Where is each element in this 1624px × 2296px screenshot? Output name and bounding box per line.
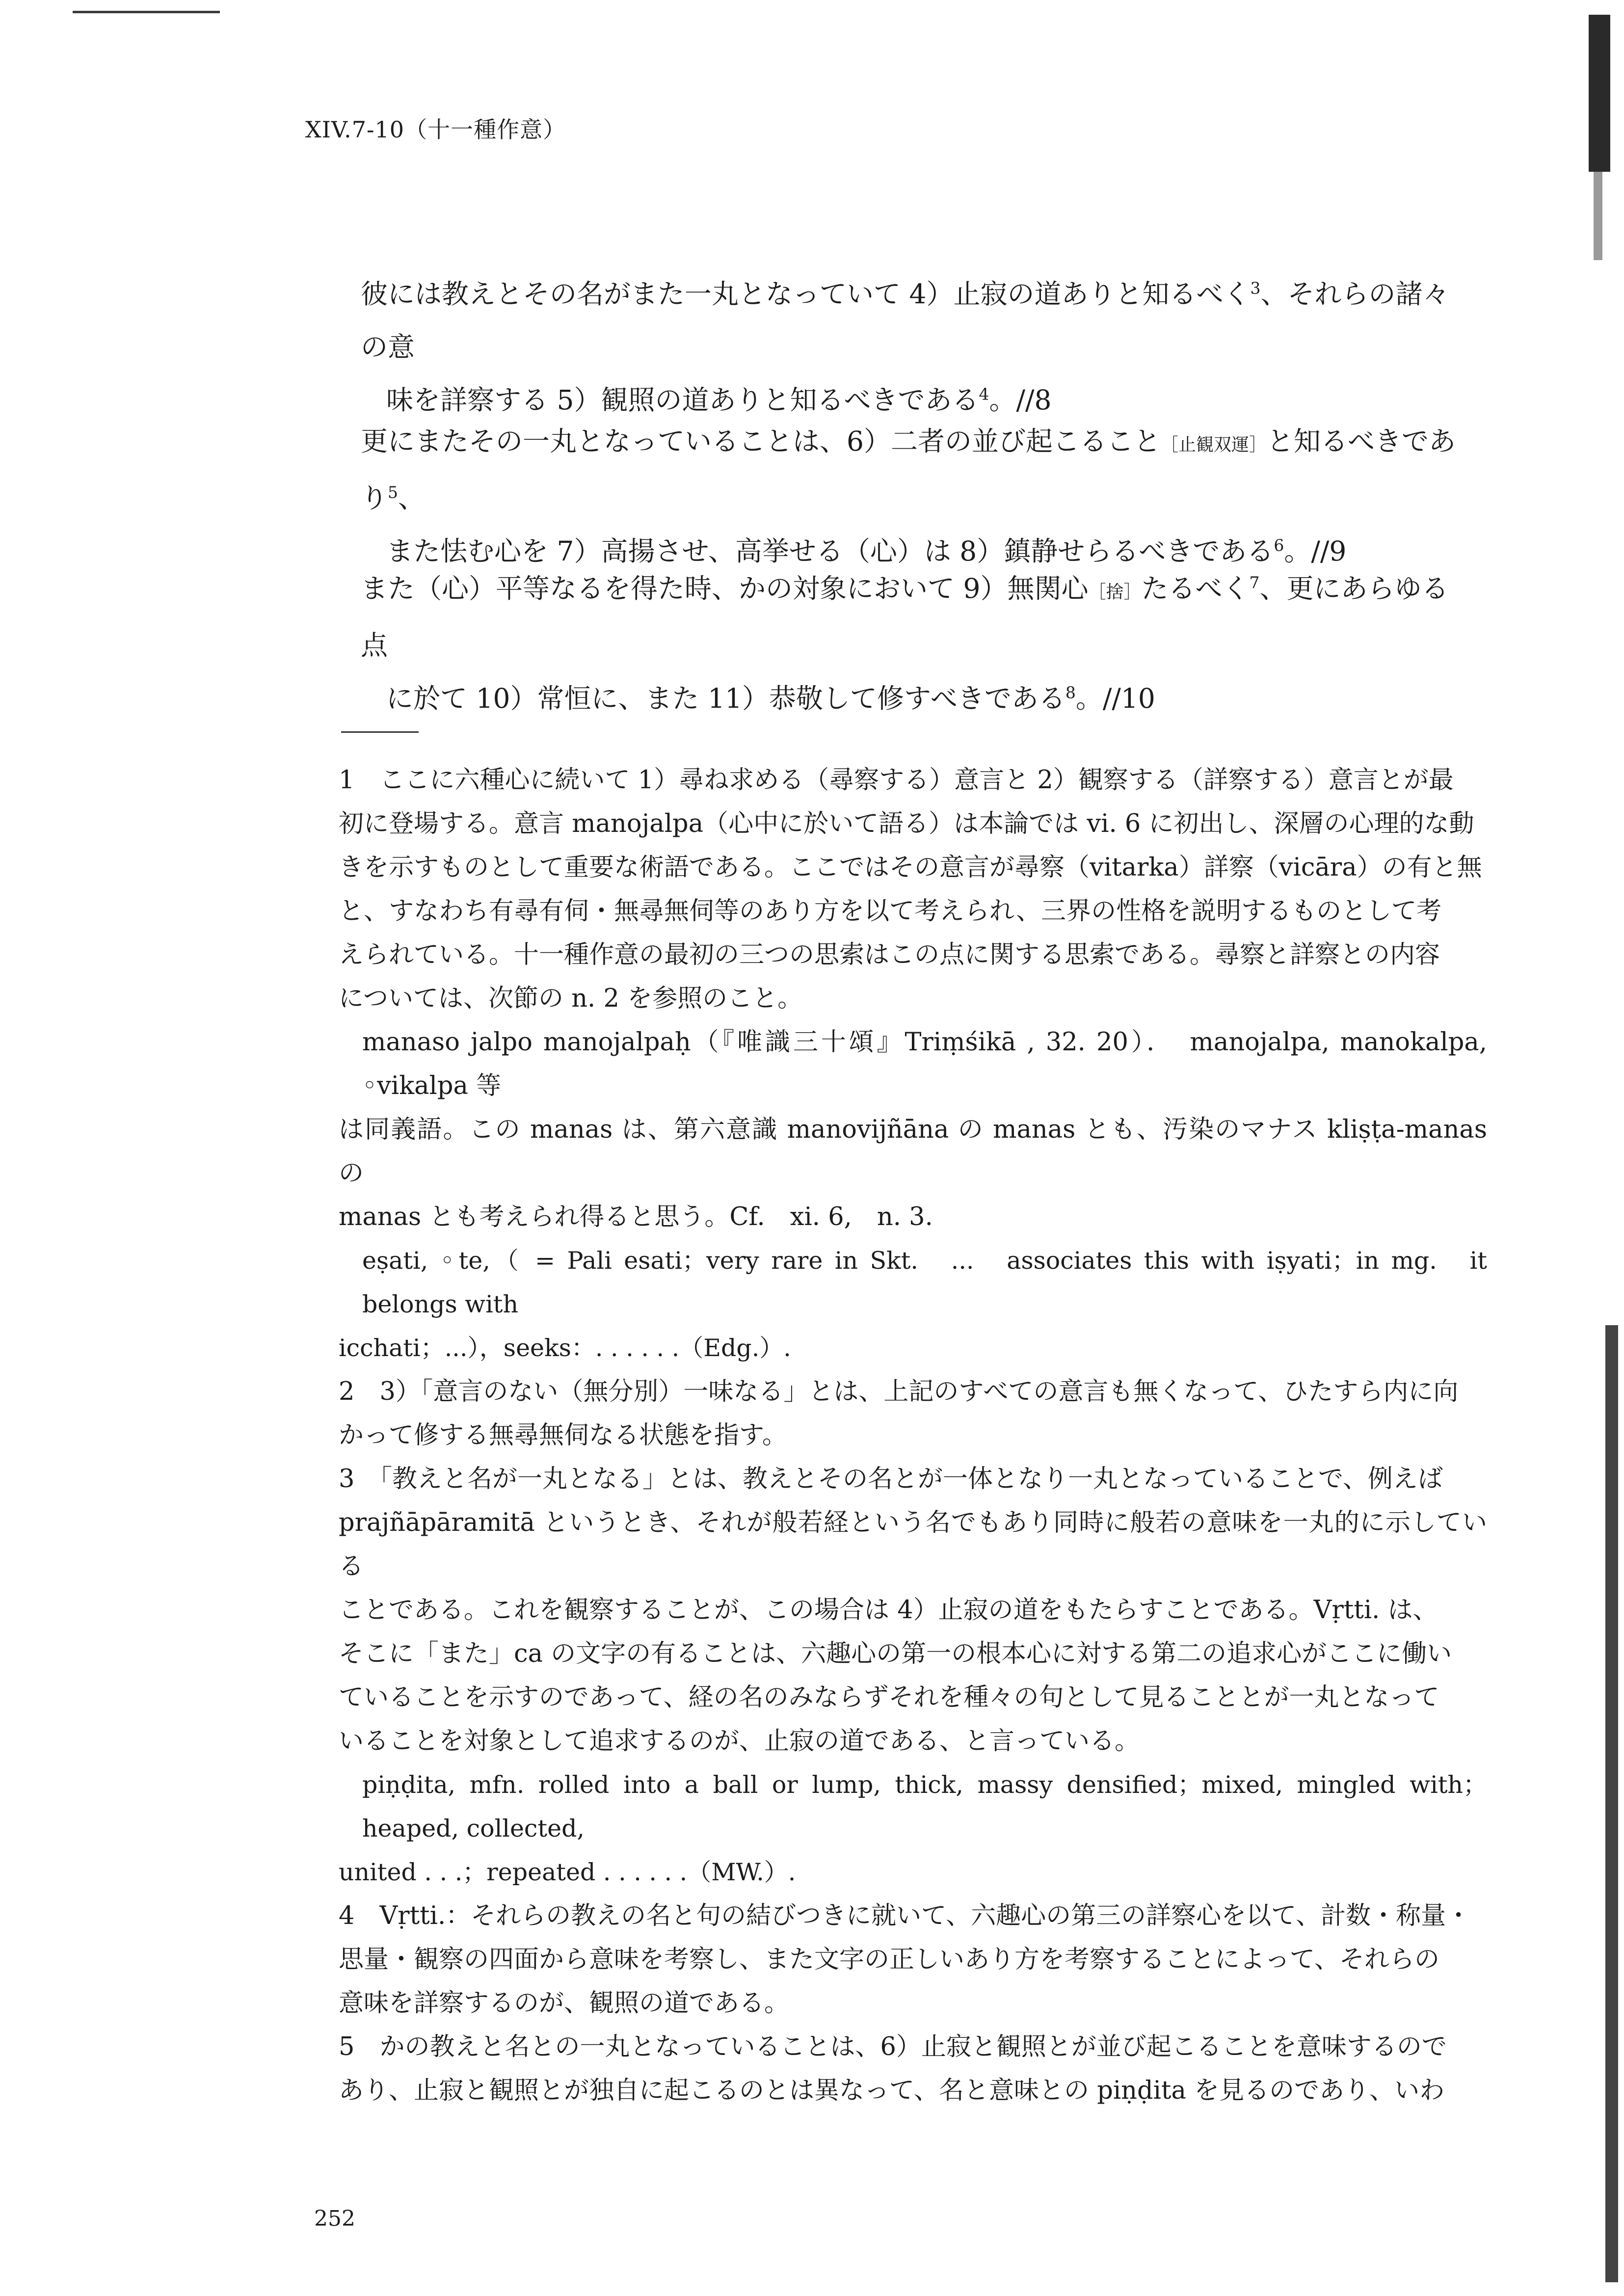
note-line: 3 「教えと名が一丸となる」とは、教えとその名とが一体となり一丸となっていることで、例えば xyxy=(339,1465,1443,1494)
verse-line: 味を詳察する 5）観照の道ありと知るべきである$^4$。//8 xyxy=(386,384,1052,416)
footnote-ref[interactable]: 3 xyxy=(1250,278,1261,298)
running-header: XIV.7-10（十一種作意） xyxy=(305,116,566,143)
note-line: piṇḍita, mfn. rolled into a ball or lump, thick, massy densified；mixed, mingled with；heaped, collected, xyxy=(362,1771,1487,1842)
footnote-ref[interactable]: 5 xyxy=(388,482,399,502)
note-line: ていることを示すのであって、経の名のみならずそれを種々の句として見ることとが一丸となって xyxy=(339,1683,1439,1712)
note-line: そこに「また」ca の文字の有ることは、六趣心の第一の根本心に対する第二の追求心がここに働い xyxy=(339,1639,1452,1668)
footnote-ref[interactable]: 7 xyxy=(1249,573,1260,592)
verse-8 xyxy=(361,267,1475,427)
footnote-ref[interactable]: 4 xyxy=(979,384,989,404)
bracket-term: ［捨］ xyxy=(1088,582,1142,602)
note-line: 意味を詳察するのが、観照の道である。 xyxy=(339,1989,790,2018)
scan-shadow xyxy=(1594,172,1602,260)
footnotes xyxy=(339,758,1487,2112)
note-line: manas とも考えられ得ると思う。Cf. xi. 6, n. 3. xyxy=(339,1202,933,1231)
footnote-rule xyxy=(341,731,419,733)
verse-line: 彼には教えとその名がまた一丸となっていて 4）止寂の道ありと知るべく$^3$、それらの諸々の意 xyxy=(361,278,1450,363)
note-line: えられている。十一種作意の最初の三つの思索はこの点に関する思索である。尋察と詳察との内容 xyxy=(339,940,1440,969)
note-line: manaso jalpo manojalpaḥ（『唯識三十頌』Triṃśikā , 32. 20）． manojalpa, manokalpa, ◦vikalpa 等 xyxy=(362,1028,1487,1100)
note-line: は同義語。この manas は、第六意識 manovijñāna の manas とも、汚染のマナス kliṣṭa-manas の xyxy=(339,1115,1487,1188)
note-line: eṣati, ◦te,（ = Pali esati；very rare in Skt. ... associates this with iṣyati；in mg. it belongs with xyxy=(362,1247,1487,1318)
note-line: 初に登場する。意言 manojalpa（心中に於いて語る）は本論では vi. 6 に初出し、深層の心理的な動 xyxy=(339,809,1474,838)
note-line: 5 かの教えと名との一丸となっていることは、6）止寂と観照とが並び起こることを意味するので xyxy=(339,2032,1447,2061)
bracket-term: ［止観双運］ xyxy=(1161,435,1267,455)
note-line: いることを対象として追求するのが、止寂の道である、と言っている。 xyxy=(339,1727,1140,1756)
page-number: 252 xyxy=(314,2206,355,2231)
note-line: icchati；...），seeks：. . . . . .（Edg.）. xyxy=(339,1334,791,1362)
scan-shadow xyxy=(1589,15,1610,172)
note-line: united . . .；repeated . . . . . .（MW.）. xyxy=(339,1858,796,1886)
note-line: ことである。これを観察することが、この場合は 4）止寂の道をもたらすことである。Vṛtti. は、 xyxy=(339,1596,1438,1625)
footnote-ref[interactable]: 8 xyxy=(1065,683,1076,702)
note-line: については、次節の n. 2 を参照のこと。 xyxy=(339,984,803,1013)
note-line: きを示すものとして重要な術語である。ここではその意言が尋察（vitarka）詳察（vicāra）の有と無 xyxy=(339,853,1482,882)
note-line: 1 ここに六種心に続いて 1）尋ね求める（尋察する）意言と 2）観察する（詳察する）意言とが最 xyxy=(339,766,1454,795)
note-line: 2 3）「意言のない（無分別）一味なる」とは、上記のすべての意言も無くなって、ひたすら内に向 xyxy=(339,1377,1459,1406)
verse-10 xyxy=(361,562,1475,725)
note-line: 4 Vṛtti.：それらの教えの名と句の結びつきに就いて、六趣心の第三の詳察心を以て、計数・称量・ xyxy=(339,1901,1471,1930)
verse-9 xyxy=(361,415,1475,578)
note-line: あり、止寂と観照とが独自に起こるのとは異なって、名と意味との piṇḍita を見るのであり、いわ xyxy=(339,2076,1445,2105)
verse-line: また怯む心を 7）高揚させ、高挙せる（心）は 8）鎮静せらるべきである$^6$。//9 xyxy=(386,535,1347,567)
note-line: 思量・観察の四面から意味を考察し、また文字の正しいあり方を考察することによって、それらの xyxy=(339,1945,1439,1974)
scan-shadow xyxy=(1605,1325,1618,2282)
verse-line: 更にまたその一丸となっていることは、6）二者の並び起こること［止観双運］と知るべきであり$^5$、 xyxy=(361,426,1456,514)
verse-line: に於て 10）常恒に、また 11）恭敬して修すべきである$^8$。//10 xyxy=(386,683,1155,714)
note-line: かって修する無尋無伺なる状態を指す。 xyxy=(339,1421,787,1450)
note-line: prajñāpāramitā というとき、それが般若経という名でもあり同時に般若の意味を一丸的に示している xyxy=(339,1508,1487,1581)
note-line: と、すなわち有尋有伺・無尋無伺等のあり方を以て考えられ、三界の性格を説明するものとして考 xyxy=(339,897,1442,926)
header-rule xyxy=(73,11,220,13)
footnote-ref[interactable]: 6 xyxy=(1274,535,1284,555)
verse-line: また（心）平等なるを得た時、かの対象において 9）無関心［捨］たるべく$^7$、更にあらゆる点 xyxy=(361,573,1449,661)
